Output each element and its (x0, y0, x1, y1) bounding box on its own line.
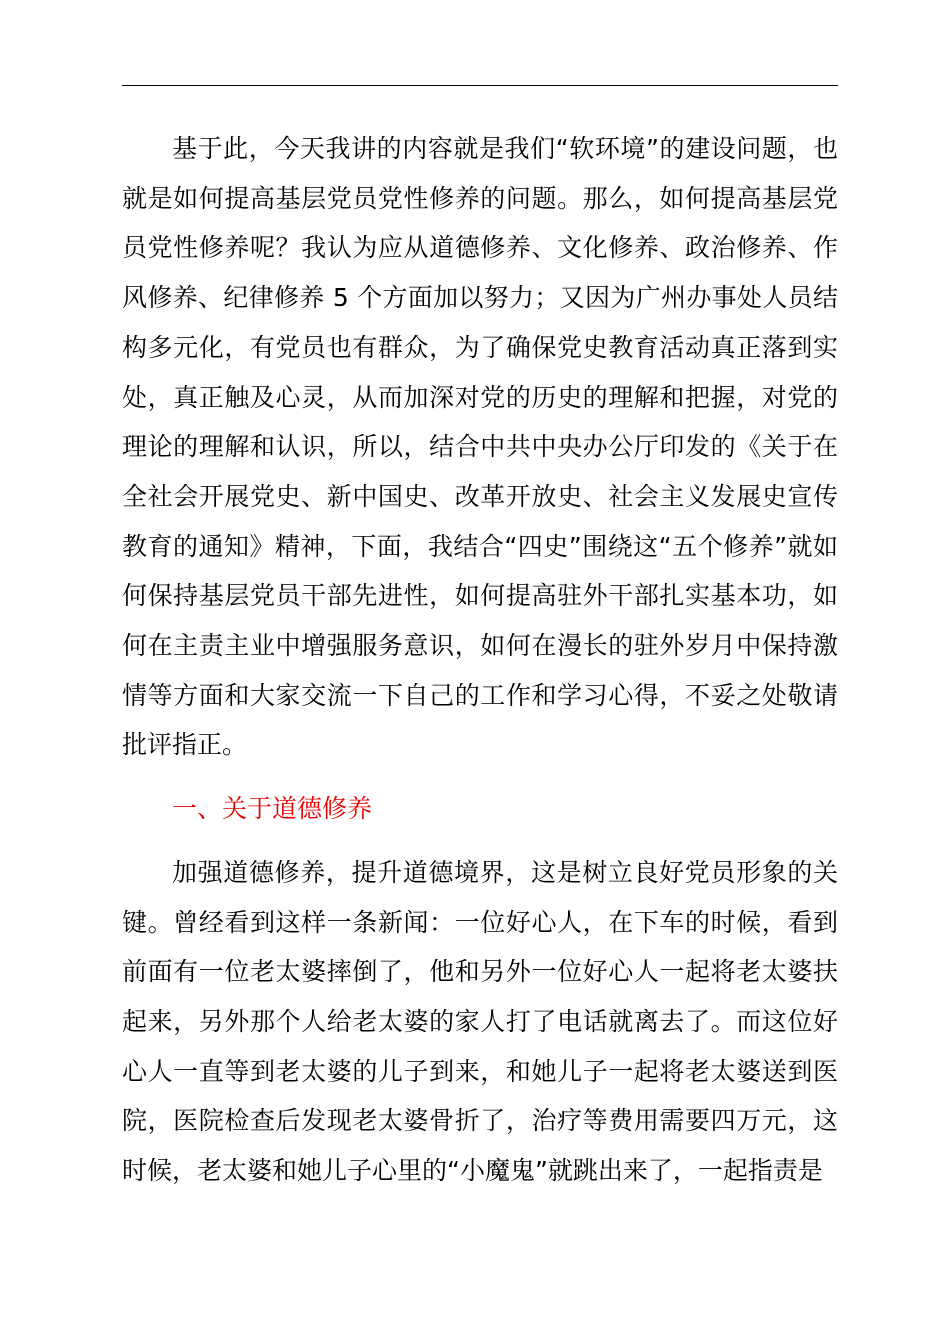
body-paragraph: 加强道德修养，提升道德境界，这是树立良好党员形象的关键。曾经看到这样一条新闻：一位好心人，在下车的时候，看到前面有一位老太婆摔倒了，他和另外一位好心人一起将老太婆扶起来，另外那个人给老太婆的家人打了电话就离去了。而这位好心人一直等到老太婆的儿子到来，和她儿子一起将老太婆送到医院，医院检查后发现老太婆骨折了，治疗等费用需要四万元，这时候，老太婆和她儿子心里的“小魔鬼”就跳出来了，一起指责是 (122, 857, 838, 1186)
document-body (122, 124, 838, 1196)
section-heading: 一、关于道德修养 (172, 794, 373, 824)
body-paragraph: 基于此，今天我讲的内容就是我们“软环境”的建设问题，也就是如何提高基层党员党性修养的问题。那么，如何提高基层党员党性修养呢？我认为应从道德修养、文化修养、政治修养、作风修养、纪律修养 5 个方面加以努力；又因为广州办事处人员结构多元化，有党员也有群众，为了确保党史教育活动真正落到实处，真正触及心灵，从而加深对党的历史的理解和把握，对党的理论的理解和认识，所以，结合中共中央办公厅印发的《关于在全社会开展党史、新中国史、改革开放史、社会主义发展史宣传教育的通知》精神，下面，我结合“四史”围绕这“五个修养”就如何保持基层党员干部先进性，如何提高驻外干部扎实基本功，如何在主责主业中增强服务意识，如何在漫长的驻外岁月中保持激情等方面和大家交流一下自己的工作和学习心得，不妥之处敬请批评指正。 (122, 134, 838, 760)
header-rule (122, 85, 838, 86)
